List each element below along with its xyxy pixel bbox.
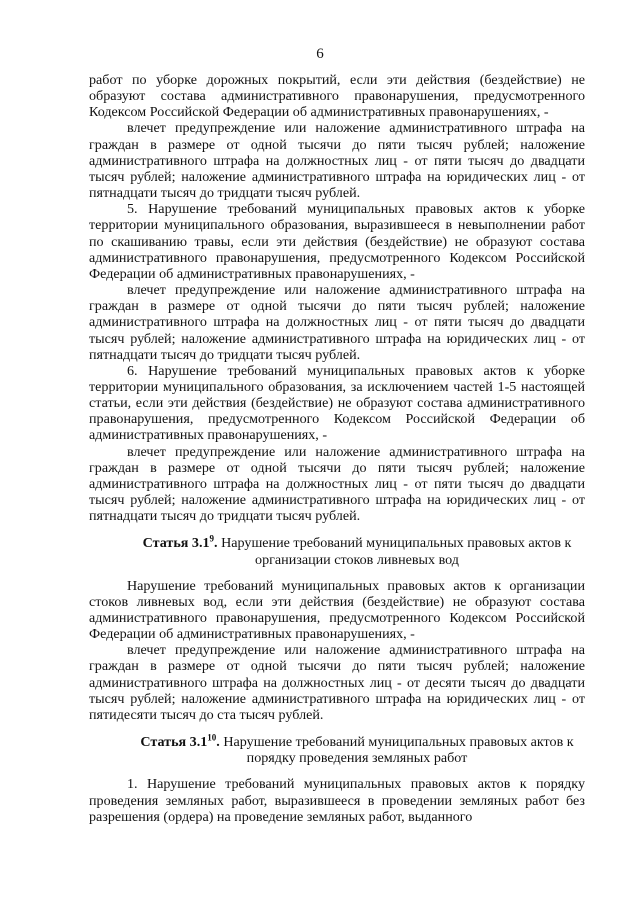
paragraph-penalty: влечет предупреждение или наложение административного штрафа на граждан в размере от одной тысячи до пяти тысяч рублей; наложение административного штрафа на должностных лиц - от пяти тысяч до двадцати тысяч рублей; наложение административного штрафа на юридических лиц - от пятнадцати тысяч до тридцати тысяч рублей. — [89, 120, 585, 202]
paragraph-penalty: влечет предупреждение или наложение административного штрафа на граждан в размере от одной тысячи до пяти тысяч рублей; наложение административного штрафа на должностных лиц - от десяти тысяч до двадцати тысяч рублей; наложение административного штрафа на юридических лиц - от пятидесяти тысяч до ста тысяч рублей. — [89, 642, 585, 723]
article-heading-3-1-10 — [89, 734, 585, 766]
paragraph-continuation: работ по уборке дорожных покрытий, если эти действия (бездействие) не образуют состава административного правонарушения, предусмотренного Кодексом Российской Федерации об административных правонарушениях, - — [89, 72, 585, 121]
article-title: Нарушение требований муниципальных правовых актов к организации стоков ливневых вод — [221, 535, 572, 568]
paragraph-penalty: влечет предупреждение или наложение административного штрафа на граждан в размере от одной тысячи до пяти тысяч рублей; наложение административного штрафа на должностных лиц - от пяти тысяч до двадцати тысяч рублей; наложение административного штрафа на юридических лиц - от пятнадцати тысяч до тридцати тысяч рублей. — [89, 282, 585, 363]
document-body — [89, 72, 585, 825]
article-number: Статья $3.1^{10}$. — [140, 732, 220, 751]
article-heading-3-1-9 — [89, 535, 585, 567]
paragraph-article-3-1-10-part-1: 1. Нарушение требований муниципальных правовых актов к порядку проведения земляных работ, выразившееся в проведении земляных работ без разрешения (ордера) на проведение земляных работ, выданного — [89, 776, 585, 825]
paragraph-part-5: 5. Нарушение требований муниципальных правовых актов к уборке территории муниципального образования, выразившееся в невыполнении работ по скашиванию травы, если эти действия (бездействие) не образуют состава административного правонарушения, предусмотренного Кодексом Российской Федерации об административных правонарушениях, - — [89, 201, 585, 282]
paragraph-part-6: 6. Нарушение требований муниципальных правовых актов к уборке территории муниципального образования, за исключением частей 1-5 настоящей статьи, если эти действия (бездействие) не образуют состава административного правонарушения, предусмотренного Кодексом Российской Федерации об административных правонарушениях, - — [89, 362, 585, 444]
page-number: 6 — [316, 46, 324, 62]
paragraph-article-3-1-9: Нарушение требований муниципальных правовых актов к организации стоков ливневых вод, если эти действия (бездействие) не образуют состава административного правонарушения, предусмотренного Кодексом Российской Федерации об административных правонарушениях, - — [89, 577, 585, 643]
paragraph-penalty: влечет предупреждение или наложение административного штрафа на граждан в размере от одной тысячи до пяти тысяч рублей; наложение административного штрафа на должностных лиц - от пяти тысяч до двадцати тысяч рублей; наложение административного штрафа на юридических лиц - от пятнадцати тысяч до тридцати тысяч рублей. — [89, 443, 585, 525]
article-number: Статья $3.1^9$. — [142, 533, 218, 552]
article-title: Нарушение требований муниципальных правовых актов к порядку проведения земляных работ — [223, 734, 574, 767]
